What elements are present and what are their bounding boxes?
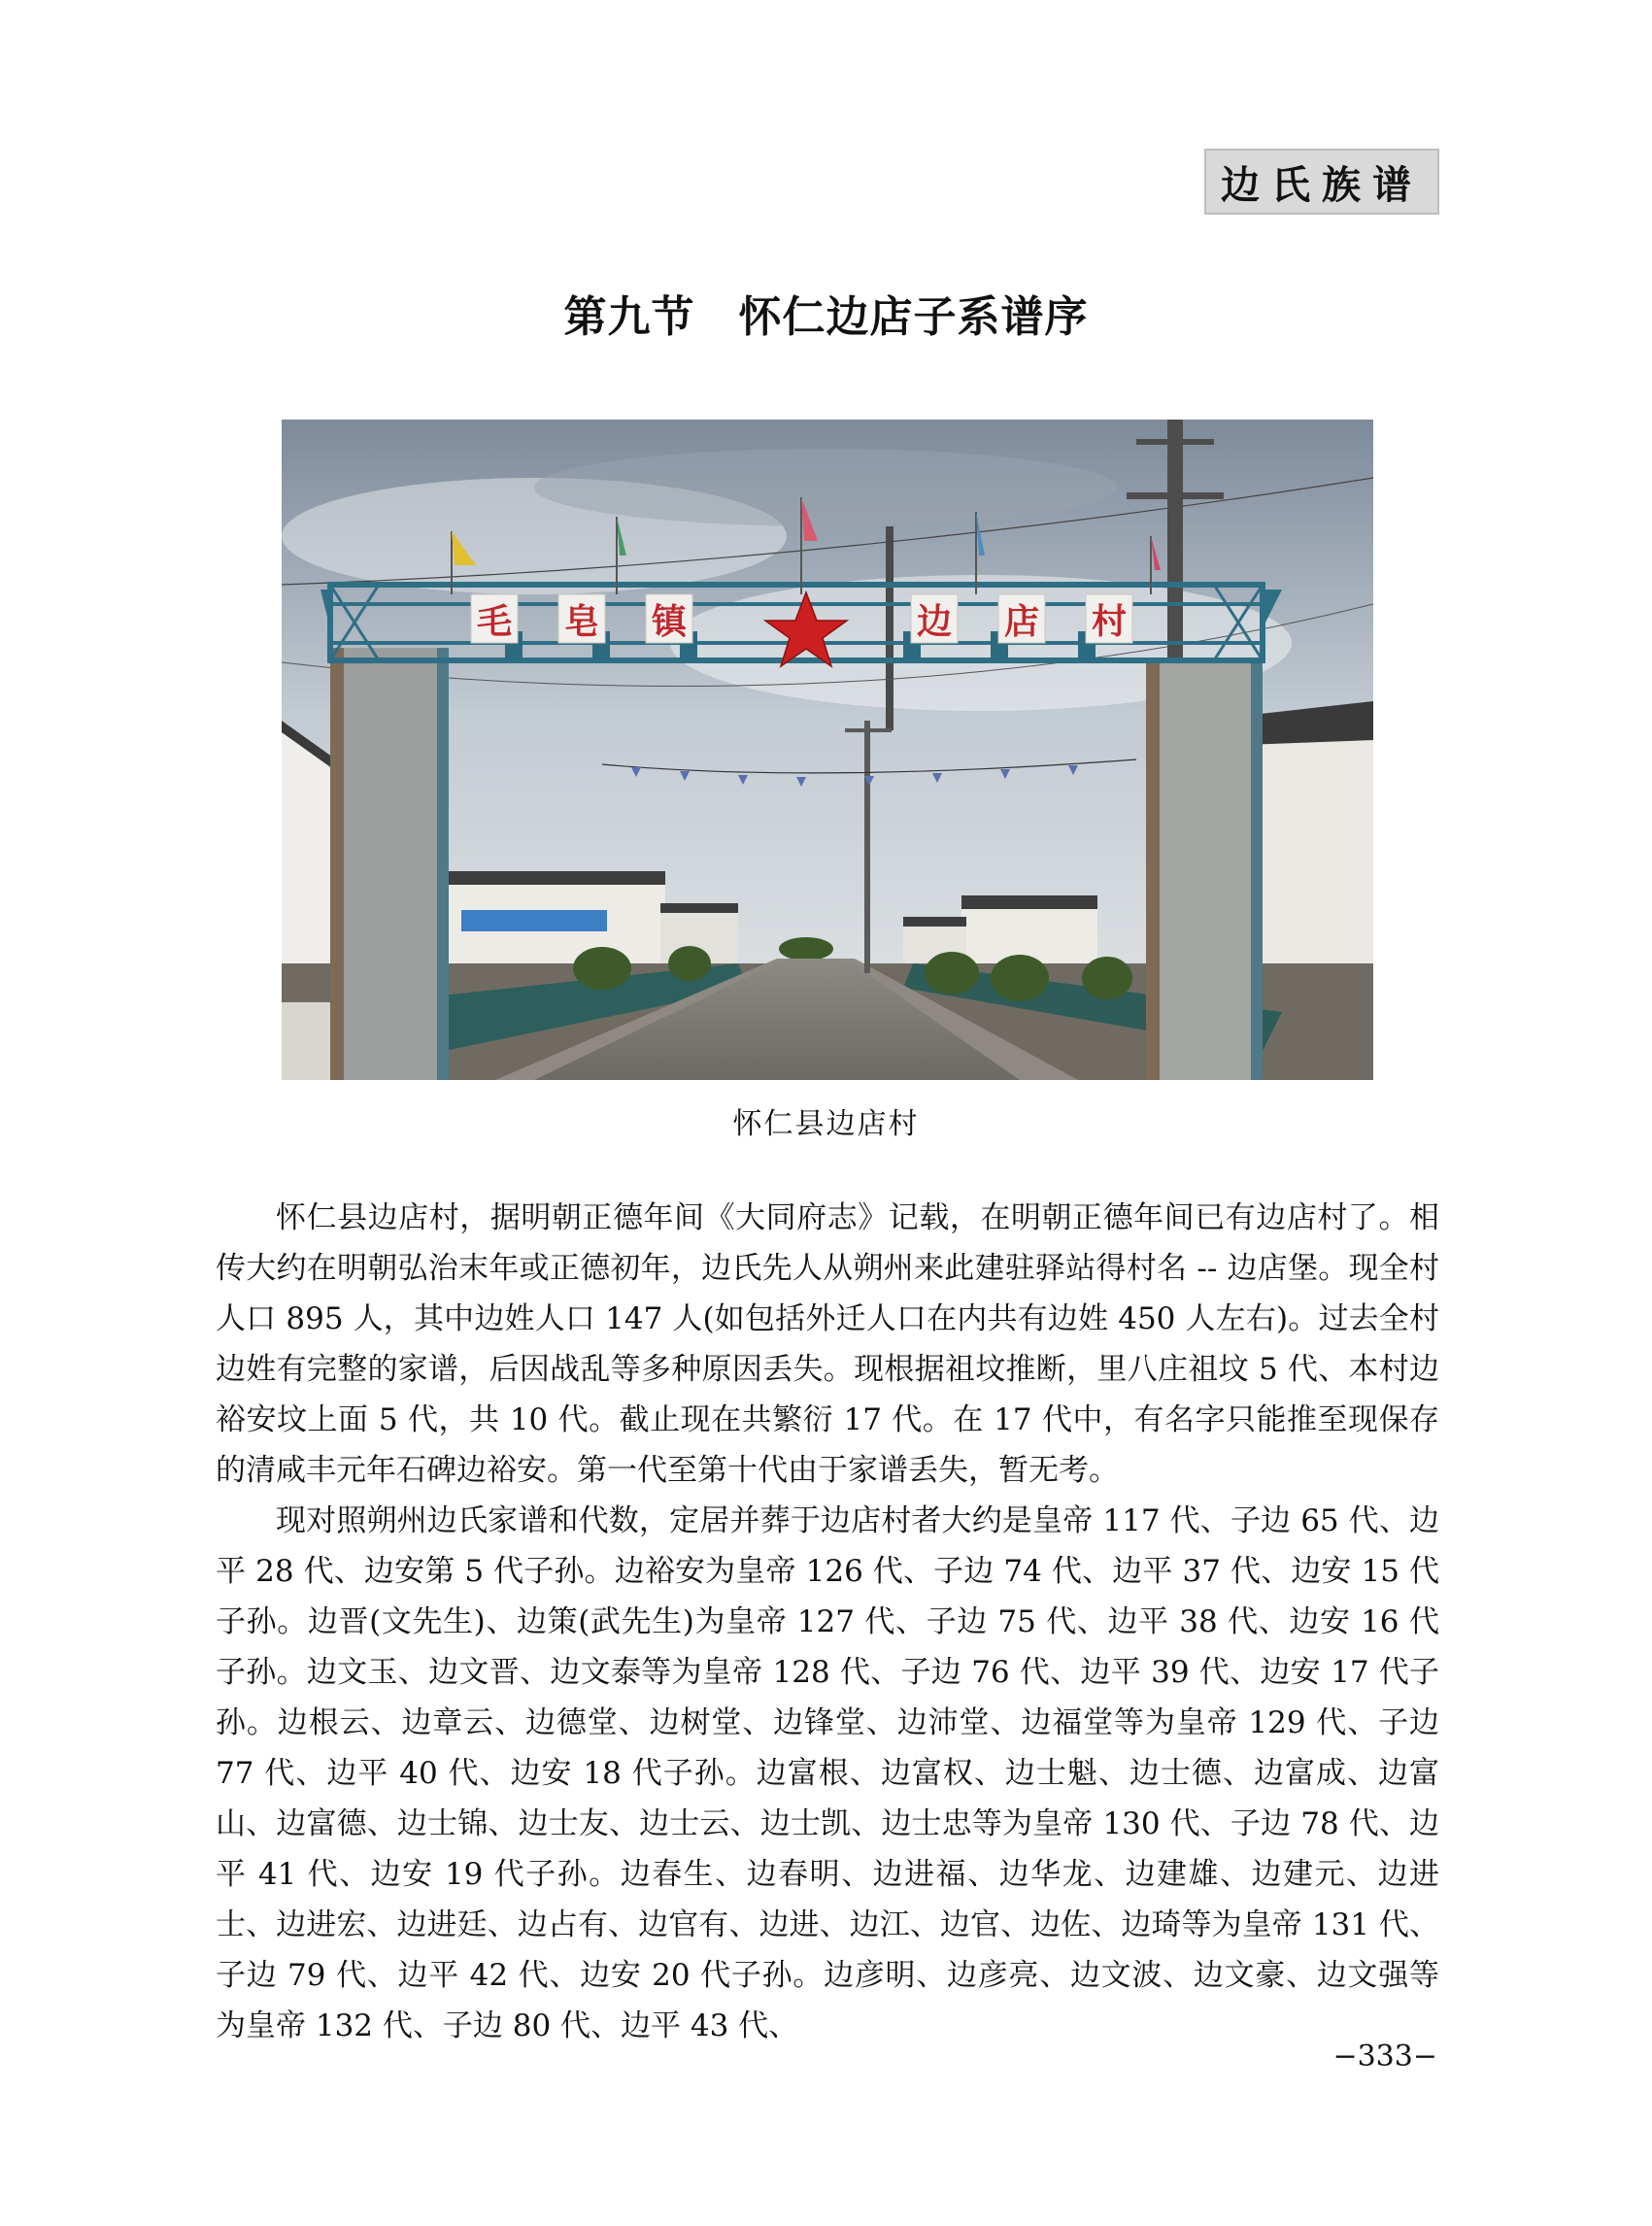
arch-sign-char: 皂 — [563, 602, 600, 642]
arch-sign-char: 毛 — [476, 602, 513, 642]
arch-sign-char: 边 — [916, 602, 953, 642]
paragraph: 怀仁县边店村，据明朝正德年间《大同府志》记载，在明朝正德年间已有边店村了。相传大约在明朝弘治末年或正德初年，边氏先人从朔州来此建驻驿站得村名 -- 边店堡。现全村人口 895 人，其中边姓人口 147 人(如包括外迁人口在内共有边姓 450 人左右)。过去全村边姓有完整的家谱，后因战乱等多种原因丢失。现根据祖坟推断，里八庄祖坟 5 代、本村边裕安坟上面 5 代，共 10 代。截止现在共繁衍 17 代。在 17 代中，有名字只能推至现保存的清咸丰元年石碑边裕安。第一代至第十代由于家谱丢失，暂无考。 — [216, 1200, 1439, 1488]
arch-sign-char: 镇 — [651, 602, 688, 642]
section-title: 第九节 怀仁边店子系谱序 — [563, 292, 1089, 342]
village-gate-photo — [282, 420, 1373, 1080]
book-title-tag: 边氏族谱 — [1204, 149, 1439, 215]
arch-sign-char: 村 — [1091, 602, 1128, 642]
arch-sign-char: 店 — [1003, 602, 1040, 642]
paragraph: 现对照朔州边氏家谱和代数，定居并葬于边店村者大约是皇帝 117 代、子边 65 代、边平 28 代、边安第 5 代子孙。边裕安为皇帝 126 代、子边 74 代、边平 37 代、边安 15 代子孙。边晋(文先生)、边策(武先生)为皇帝 127 代、子边 75 代、边平 38 代、边安 16 代子孙。边文玉、边文晋、边文泰等为皇帝 128 代、子边 76 代、边平 39 代、边安 17 代子孙。边根云、边章云、边德堂、边树堂、边锋堂、边沛堂、边福堂等为皇帝 129 代、子边 77 代、边平 40 代、边安 18 代子孙。边富根、边富权、边士魁、边士德、边富成、边富山、边富德、边士锦、边士友、边士云、边士凯、边士忠等为皇帝 130 代、子边 78 代、边平 41 代、边安 19 代子孙。边春生、边春明、边进福、边华龙、边建雄、边建元、边进士、边进宏、边进廷、边占有、边官有、边进、边江、边官、边佐、边琦等为皇帝 131 代、子边 79 代、边平 42 代、边安 20 代子孙。边彦明、边彦亮、边文波、边文豪、边文强等为皇帝 132 代、子边 80 代、边平 43 代、 — [216, 1503, 1439, 2043]
body-text — [216, 1193, 1439, 2051]
page-number: −333− — [1332, 2040, 1437, 2074]
photo-caption: 怀仁县边店村 — [732, 1107, 920, 1141]
